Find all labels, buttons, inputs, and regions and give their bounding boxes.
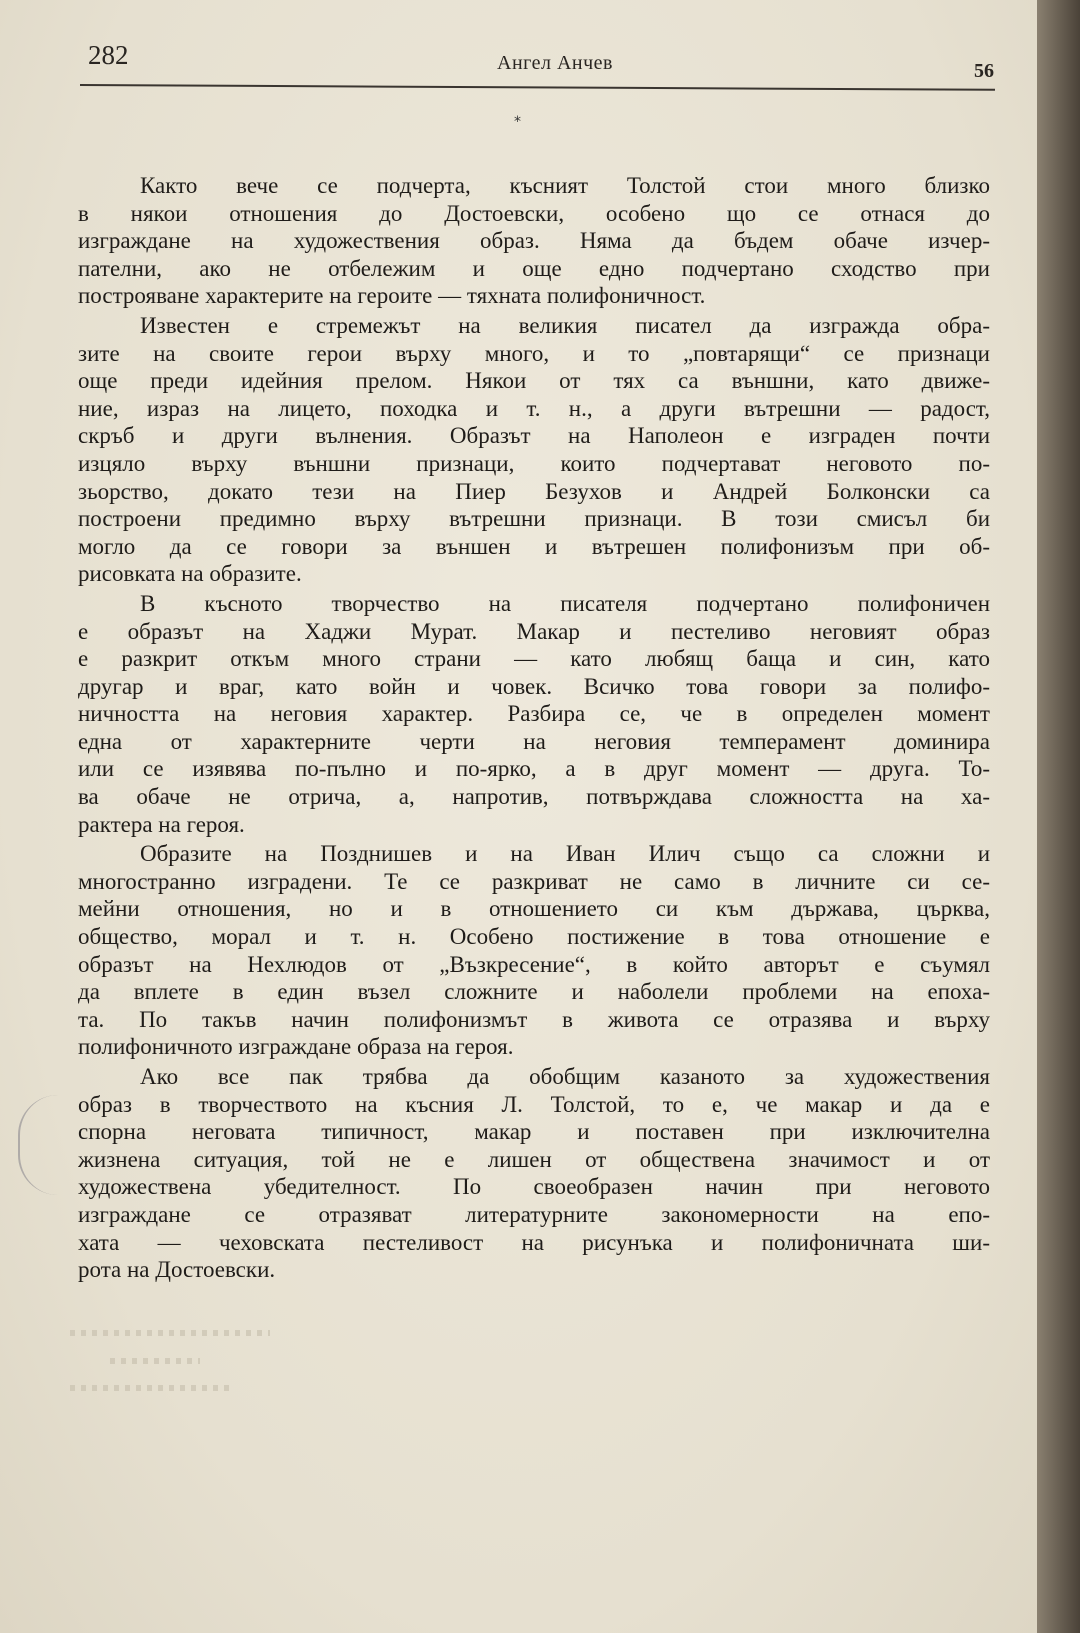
text-line: изграждане се отразяват литературните закономерности на епо- [78, 1201, 990, 1227]
page-edge [1037, 0, 1080, 1633]
text-line: построяване характерите на героите — тяхната полифоничност. [78, 283, 706, 309]
paragraph [78, 172, 990, 310]
text-line: Образите на Позднишев и на Иван Илич също са сложни и [140, 841, 990, 867]
text-line: построени предимно върху вътрешни признаци. В този смисъл би [78, 506, 990, 532]
section-ornament: * [514, 114, 521, 130]
text-line: мейни отношения, но и в отношението си към държава, църква, [78, 896, 990, 922]
paragraph-gap [78, 1284, 990, 1286]
text-line: рактера на героя. [78, 811, 245, 837]
text-line: изграждане на художествения образ. Няма да бъдем обаче изчер- [78, 228, 990, 254]
text-line: спорна неговата типичност, макар и поставен при изключителна [78, 1119, 990, 1145]
text-line: скръб и други вълнения. Образът на Наполеон е изграден почти [78, 423, 990, 449]
text-line: още преди идейния прелом. Някои от тях са външни, като движе- [78, 368, 990, 394]
text-line: рота на Достоевски. [78, 1257, 276, 1283]
bleed-through-mark [110, 1358, 200, 1364]
text-line: художествена убедителност. По своеобразен начин при неговото [78, 1174, 990, 1200]
bleed-through-mark [70, 1330, 270, 1336]
text-line: е образът на Хаджи Мурат. Макар и пестеливо неговият образ [78, 618, 990, 644]
text-line: една от характерните черти на неговия темперамент доминира [78, 728, 990, 754]
paragraph [78, 840, 990, 1061]
running-head: Ангел Анчев [497, 52, 613, 74]
text-line: жизнена ситуация, той не е лишен от обществена значимост и от [78, 1146, 990, 1172]
text-line: хата — чеховската пестеливост на рисунъка и полифоничната ши- [78, 1229, 990, 1255]
page-number: 282 [88, 40, 129, 70]
pencil-margin-mark [18, 1095, 60, 1195]
bleed-through-mark [70, 1385, 230, 1391]
text-line: Известен е стремежът на великия писател да изгражда обра- [140, 312, 990, 338]
body-text [78, 172, 990, 1286]
text-line: многостранно изградени. Те се разкриват не само в личните си се- [78, 868, 990, 894]
text-line: ничността на неговия характер. Разбира се, че в определен момент [78, 701, 990, 727]
text-line: изцяло върху външни признаци, които подчертават неговото по- [78, 450, 990, 476]
text-line: да вплете в един възел сложните и наболели проблеми на епоха- [78, 979, 990, 1005]
text-line: ние, израз на лицето, походка и т. н., а други вътрешни — радост, [78, 395, 990, 421]
text-line: общество, морал и т. н. Особено постижение в това отношение е [78, 924, 990, 950]
text-line: или се изявява по-пълно и по-ярко, а в друг момент — друга. То- [78, 756, 990, 782]
text-line: другар и враг, като войн и човек. Всичко това говори за полифо- [78, 673, 990, 699]
text-line: пателни, ако не отбележим и още едно подчертано сходство при [78, 255, 990, 281]
text-line: Както вече се подчерта, късният Толстой стои много близко [140, 173, 990, 198]
header-rule [80, 84, 995, 91]
paragraph [78, 590, 990, 838]
text-line: в някои отношения до Достоевски, особено що се отнася до [78, 200, 990, 226]
text-line: могло да се говори за външен и вътрешен полифонизъм при об- [78, 533, 990, 559]
text-line: образът на Нехлюдов от „Възкресение“, в който авторът е съумял [78, 951, 990, 977]
text-line: рисовката на образите. [78, 561, 302, 587]
text-line: Ако все пак трябва да обобщим казаното за художествения [140, 1064, 990, 1089]
text-line: В късното творчество на писателя подчертано полифоничен [140, 590, 990, 616]
folio-number: 56 [974, 60, 994, 82]
text-line: полифоничното изграждане образа на героя. [78, 1034, 514, 1060]
text-line: зьорство, докато тези на Пиер Безухов и Андрей Болконски са [78, 478, 990, 504]
text-line: е разкрит откъм много страни — като любящ баща и син, като [78, 646, 990, 672]
text-line: ва обаче не отрича, а, напротив, потвърждава сложността на ха- [78, 784, 990, 810]
text-line: та. По такъв начин полифонизмът в живота се отразява и върху [78, 1006, 990, 1032]
paragraph [78, 312, 990, 588]
text-line: зите на своите герои върху много, и то „повтарящи“ се признаци [78, 340, 990, 366]
paragraph [78, 1063, 990, 1284]
text-line: образ в творчеството на късния Л. Толстой, то е, че макар и да е [78, 1091, 990, 1117]
